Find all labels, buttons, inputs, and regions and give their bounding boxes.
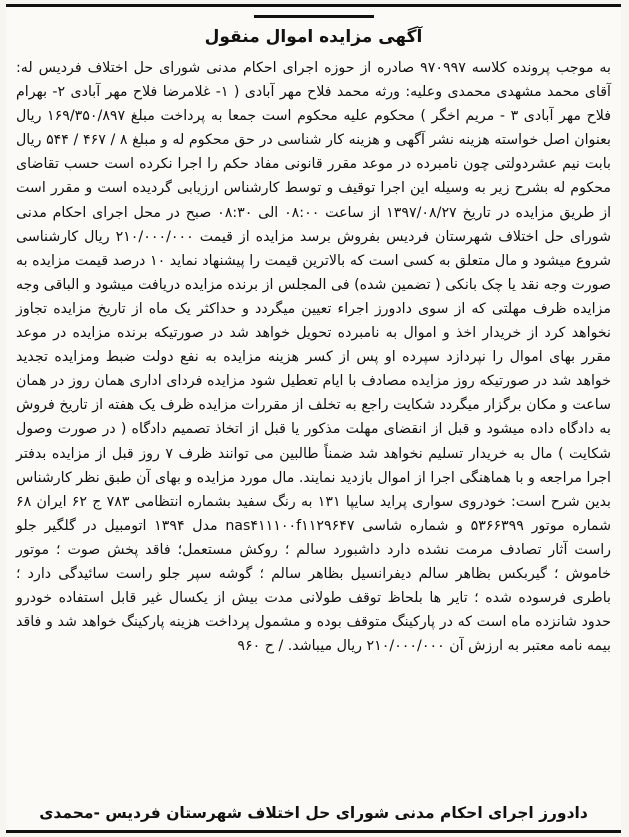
notice-body: به موجب پرونده کلاسه ۹۷۰۹۹۷ صادره از حوزه اجرای احکام مدنی شورای حل اختلاف فردیس له: آقای محمد مشهدی محمدی وعلیه: ورثه محمد فلاح مهر آبادی ( ۱- غلامرضا فلاح مهر آبادی ۲- بهرام فلاح مهر آبادی ۳ - مریم اخگر ) محکوم علیه محکوم است جمعا به پرداخت مبلغ ۱۶۹/۳۵۰/۸۹۷ ریال بعنوان اصل خواسته هزینه نشر آگهی و هزینه کار شناسی در حق محکوم له و مبلغ ۸ / ۴۶۷ / ۵۴۴ ریال بابت نیم عشردولتی چون نامبرده در موعد مقرر قانونی مفاد حکم را اجرا نکرده است حسب تقاضای محکوم له بشرح زیر به وسیله این اجرا توقیف و توسط کارشناس ارزیابی گردیده است و مقرر است از طریق مزایده در تاریخ ۱۳۹۷/۰۸/۲۷ از ساعت ۰۸:۰۰ الی ۰۸:۳۰ صبح در محل اجرای احکام مدنی شورای حل اختلاف شهرستان فردیس بفروش برسد مزایده از قیمت ۲۱۰/۰۰۰/۰۰۰ ریال کارشناسی شروع میشود و مال متعلق به کسی است که بالاترین قیمت را پیشنهاد نماید ۱۰ درصد قیمت مزایده به صورت وجه نقد یا چک بانکی ( تضمین شده) فی المجلس از برنده مزایده دریافت میشود و الباقی وجه مزایده ظرف مهلتی که از سوی دادورز اجراء تعیین میگردد و حداکثر یک ماه از تاریخ مزایده تجاوز نخواهد کرد از خریدار اخذ و اموال به نامبرده تحویل خواهد شد در صورتیکه برنده مزایده در موعد مقرر بهای اموال را نپردازد سپرده او پس از کسر هزینه مزایده به نفع دولت ضبط ومزایده تجدید خواهد شد در صورتیکه روز مزایده مصادف با ایام تعطیل شود مزایده فردای اداری همان روز در همان ساعت و مکان برگزار میگردد شکایت راجع به تخلف از مقررات مزایده ظرف یک هفته از تاریخ فروش به دادگاه داده میشود و قبل از انقضای مهلت مذکور یا قبل از اتخاذ تصمیم دادگاه ( در صورت وصول شکایت ) مال به خریدار تسلیم نخواهد شد ضمناً طالبین می توانند ظرف ۷ روز قبل از مزایده بدفتر اجرا مراجعه و با هماهنگی اجرا از اموال بازدید نمایند. مال مورد مزایده و بهای آن طبق نظر کارشناس بدین شرح است: خودروی سواری پراید سایپا ۱۳۱ به رنگ سفید بشماره انتظامی ۷۸۳ ج ۶۲ ایران ۶۸ شماره موتور ۵۳۶۶۳۹۹ و شماره شاسی nas۴۱۱۱۰۰f۱۱۲۹۶۴۷ مدل ۱۳۹۴ اتومبیل در گلگیر جلو راست آثار تصادف مرمت نشده دارد داشبورد سالم ؛ روکش مستعمل؛ فاقد پخش صوت ؛ موتور خاموش ؛ گیربکس بظاهر سالم دیفرانسیل بظاهر سالم ؛ گوشه سپر جلو راست سائیدگی دارد ؛ باطری فرسوده شده ؛ تایر ها بلحاظ توقف طولانی مدت بیش از یکسال غیر قابل استفاده خودرو حدود شانزده ماه است که در پارکینگ متوقف بوده و مشمول پرداخت هزینه پارکینگ خواهد شد و فاقد بیمه نامه معتبر به ارزش آن ۲۱۰/۰۰۰/۰۰۰ ریال میباشد. / ح ۹۶۰ bbox=[16, 60, 612, 655]
notice-title: آگهی مزایده اموال منقول bbox=[204, 27, 423, 47]
top-divider bbox=[254, 15, 374, 18]
notice-signature: دادورز اجرای احکام مدنی شورای حل اختلاف شهرستان فردیس -محمدی bbox=[39, 804, 588, 822]
auction-notice bbox=[6, 4, 621, 833]
